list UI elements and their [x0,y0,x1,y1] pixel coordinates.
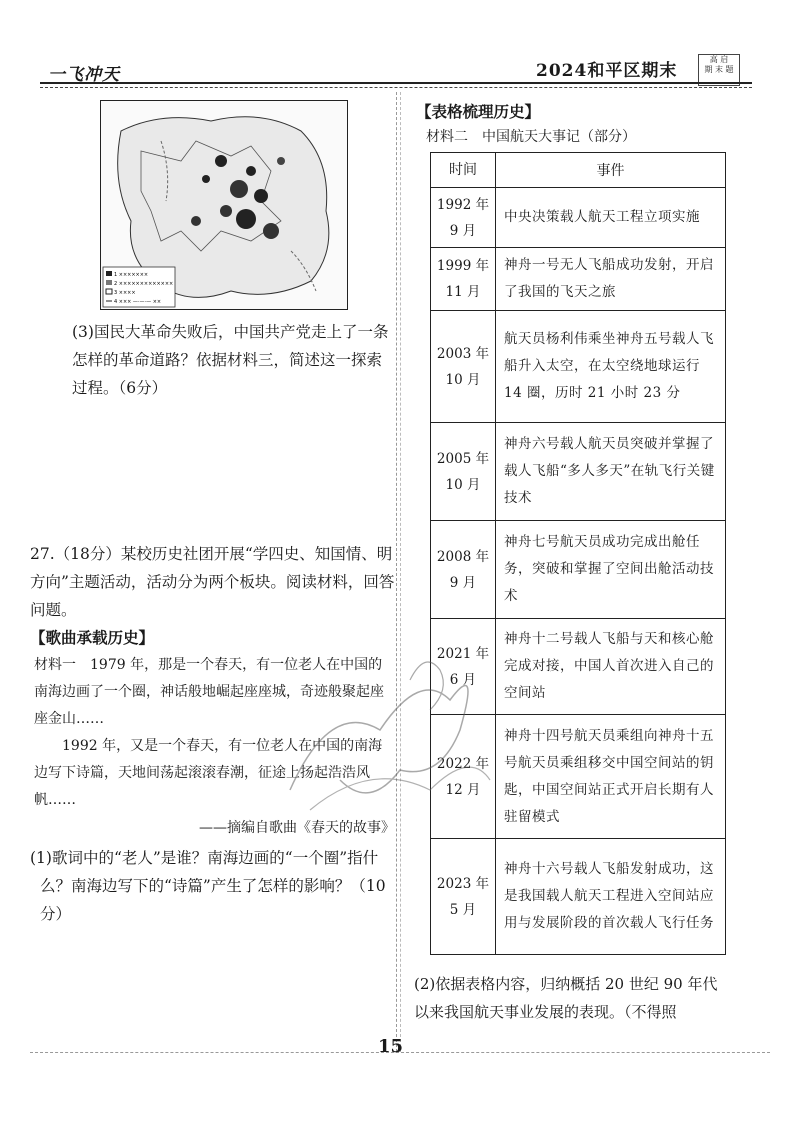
row-event: 航天员杨利伟乘坐神舟五号载人飞船升入太空，在太空绕地球运行 14 圈，历时 21 小时 23 分 [496,311,726,423]
material-2-title: 材料二 中国航天大事记（部分） [426,129,636,145]
row-event: 神舟六号载人航天员突破并掌握了载人飞船“多人多天”在轨飞行关键技术 [496,423,726,521]
table-row [431,311,726,423]
stamp-line-1: 高 启 [709,55,729,64]
material-1-source: ——摘编自歌曲《春天的故事》 [199,820,395,836]
row-time: 2005 年 10 月 [431,423,496,521]
brand-logo: 一飞冲天 [48,65,120,85]
page-number: 15 [378,1036,404,1057]
q27-intro: 27.（18分）某校历史社团开展“学四史、知国情、明方向”主题活动，活动分为两个板块。阅读材料，回答问题。 [30,545,395,619]
question-27-1: (1)歌词中的“老人”是谁？南海边画的“一个圈”指什么？南海边写下的“诗篇”产生了怎样的影响？（10分） [30,849,386,923]
map-legend-4: 4 ××× —·—·— ×× [114,299,162,305]
watermark-signature-icon [250,640,510,830]
column-divider-secondary [400,92,401,1052]
map-legend-3: 3 ×××× [114,290,136,296]
map-legend-1: 1 ××××××× [114,272,149,278]
section-song-history: 【歌曲承载历史】 [30,628,155,647]
row-time: 2023 年 5 月 [431,839,496,955]
table-header-row [431,153,726,188]
row-time: 1992 年 9 月 [431,188,496,248]
row-time: 2022 年 12 月 [431,715,496,839]
table-row [431,521,726,619]
header-event: 事件 [496,153,726,188]
table-row [431,248,726,311]
row-time: 2021 年 6 月 [431,619,496,715]
stamp-line-2: 期 末 题 [704,65,734,74]
column-divider [396,92,397,1052]
row-event: 神舟十二号载人飞船与天和核心舱完成对接，中国人首次进入自己的空间站 [496,619,726,715]
header-dashed-rule [40,87,752,88]
row-time: 2003 年 10 月 [431,311,496,423]
table-row [431,423,726,521]
map-legend-2: 2 ××××××××××××× [114,281,174,287]
row-event: 中央决策载人航天工程立项实施 [496,188,726,248]
row-time: 1999 年 11 月 [431,248,496,311]
map-graphic [101,101,347,309]
header-rule [40,82,752,84]
material-1-para-1: 材料一 1979 年，那是一个春天，有一位老人在中国的南海边画了一个圈，神话般地崛起座座城，奇迹般聚起座座金山…… [34,657,384,727]
question-27-2: (2)依据表格内容，归纳概括 20 世纪 90 年代以来我国航天事业发展的表现。（不得照 [414,975,718,1021]
header-time: 时间 [431,153,496,188]
row-event: 神舟七号航天员成功完成出舱任务，突破和掌握了空间出舱活动技术 [496,521,726,619]
material-1-para-2: 1992 年，又是一个春天，有一位老人在中国的南海边写下诗篇，天地间荡起滚滚春潮，征途上扬起浩浩风帆…… [34,738,383,808]
row-event: 神舟十六号载人飞船发射成功，这是我国载人航天工程进入空间站应用与发展阶段的首次载人飞行任务 [496,839,726,955]
row-event: 神舟十四号航天员乘组向神舟十五号航天员乘组移交中国空间站的钥匙，中国空间站正式开启长期有人驻留模式 [496,715,726,839]
section-table-history: 【表格梳理历史】 [416,102,541,121]
exam-title: 2024和平区期末 [536,61,678,81]
row-event: 神舟一号无人飞船成功发射，开启了我国的飞天之旅 [496,248,726,311]
space-events-table [430,152,726,955]
table-row [431,188,726,248]
question-3: (3)国民大革命失败后，中国共产党走上了一条怎样的革命道路？依据材料三，简述这一探索过程。（6分） [72,323,389,397]
table-row [431,839,726,955]
historical-map [100,100,348,310]
row-time: 2008 年 9 月 [431,521,496,619]
